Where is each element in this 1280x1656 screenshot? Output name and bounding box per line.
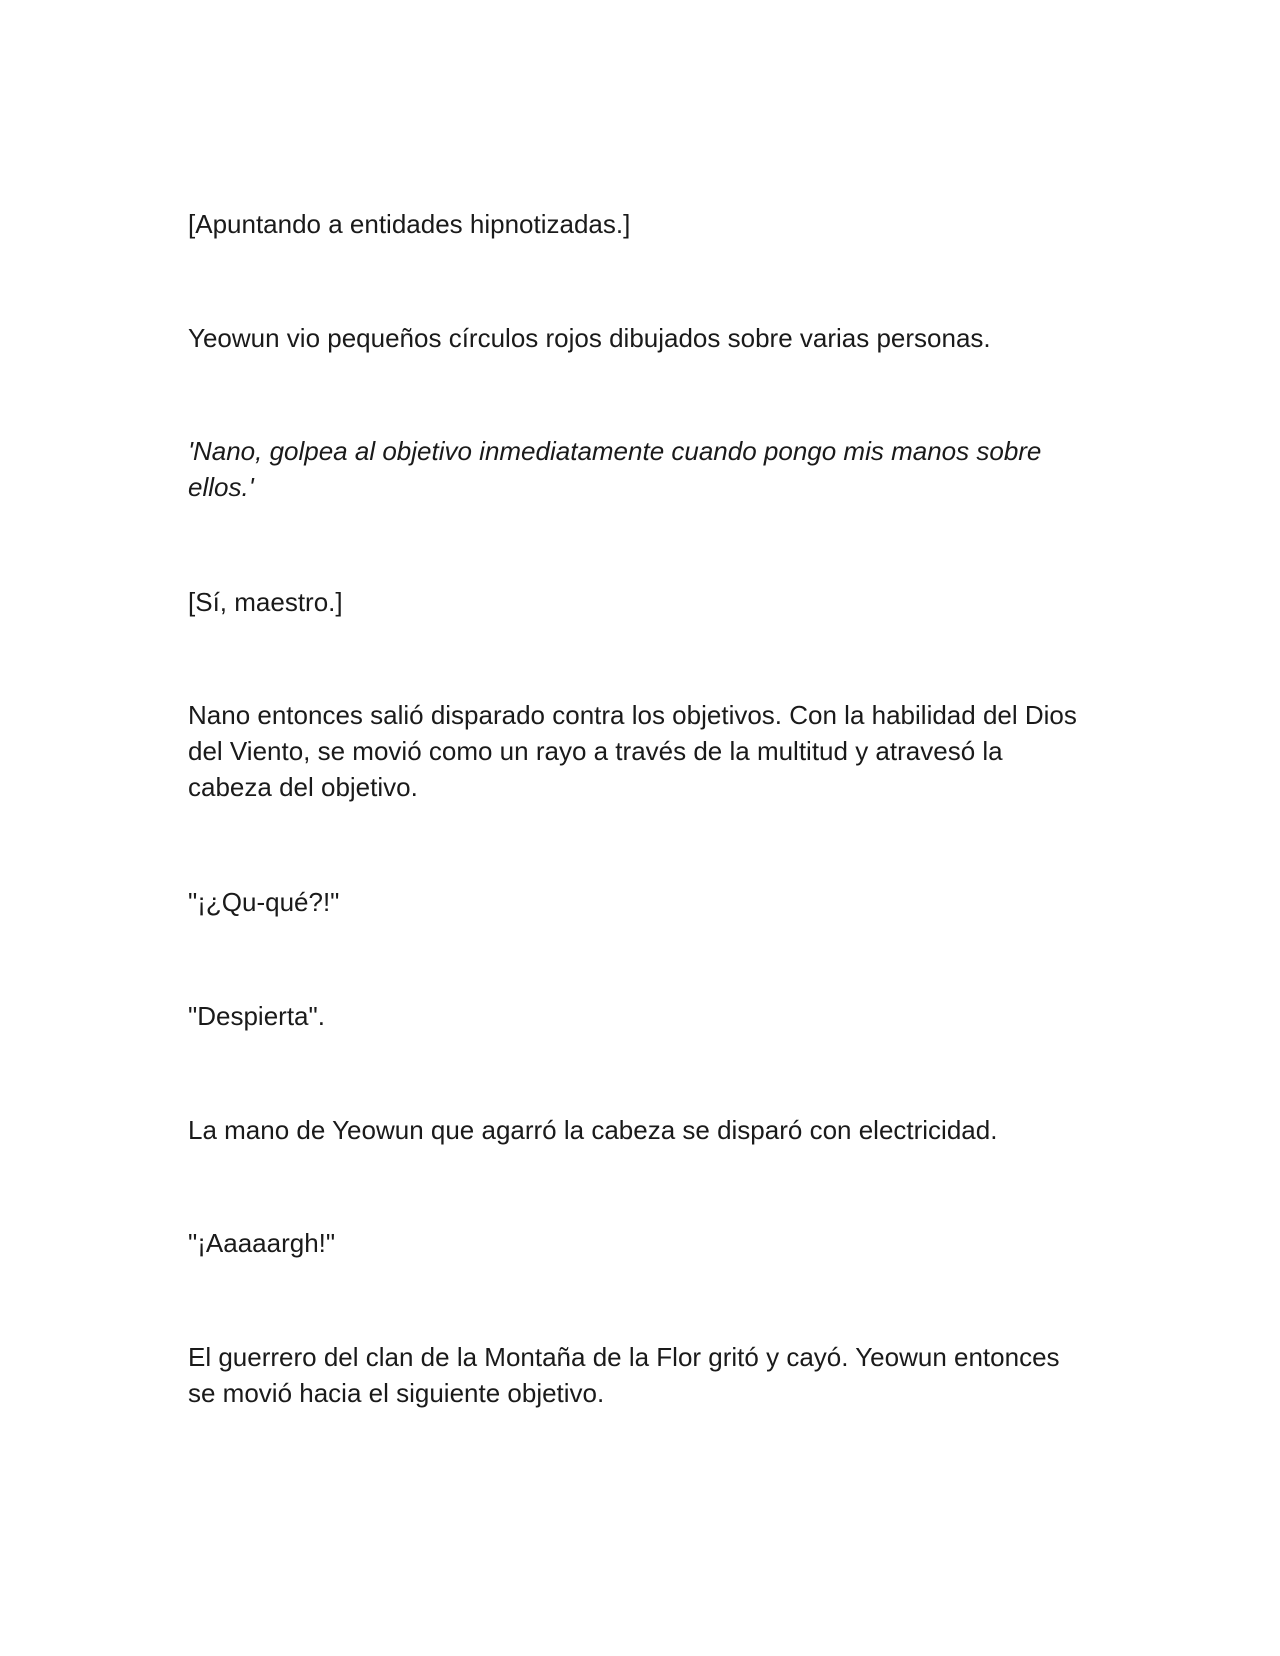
paragraph-narration: La mano de Yeowun que agarró la cabeza se disparó con electricidad.	[188, 1115, 998, 1145]
paragraph-dialogue: "¡¿Qu-qué?!"	[188, 887, 340, 917]
paragraph-dialogue: "Despierta".	[188, 1001, 325, 1031]
paragraph-narration: El guerrero del clan de la Montaña de la Flor gritó y cayó. Yeowun entonces se movió hacia el siguiente objetivo.	[188, 1342, 1060, 1408]
paragraph-narration: Yeowun vio pequeños círculos rojos dibujados sobre varias personas.	[188, 323, 991, 353]
paragraph-narration: Nano entonces salió disparado contra los objetivos. Con la habilidad del Dios del Viento, se movió como un rayo a través de la multitud y atravesó la cabeza del objetivo.	[188, 700, 1077, 802]
paragraph-system-message: [Apuntando a entidades hipnotizadas.]	[188, 209, 631, 239]
paragraph-system-message: [Sí, maestro.]	[188, 587, 343, 617]
paragraph-dialogue: "¡Aaaaargh!"	[188, 1228, 336, 1258]
paragraph-thought: 'Nano, golpea al objetivo inmediatamente cuando pongo mis manos sobre ellos.'	[188, 436, 1042, 502]
